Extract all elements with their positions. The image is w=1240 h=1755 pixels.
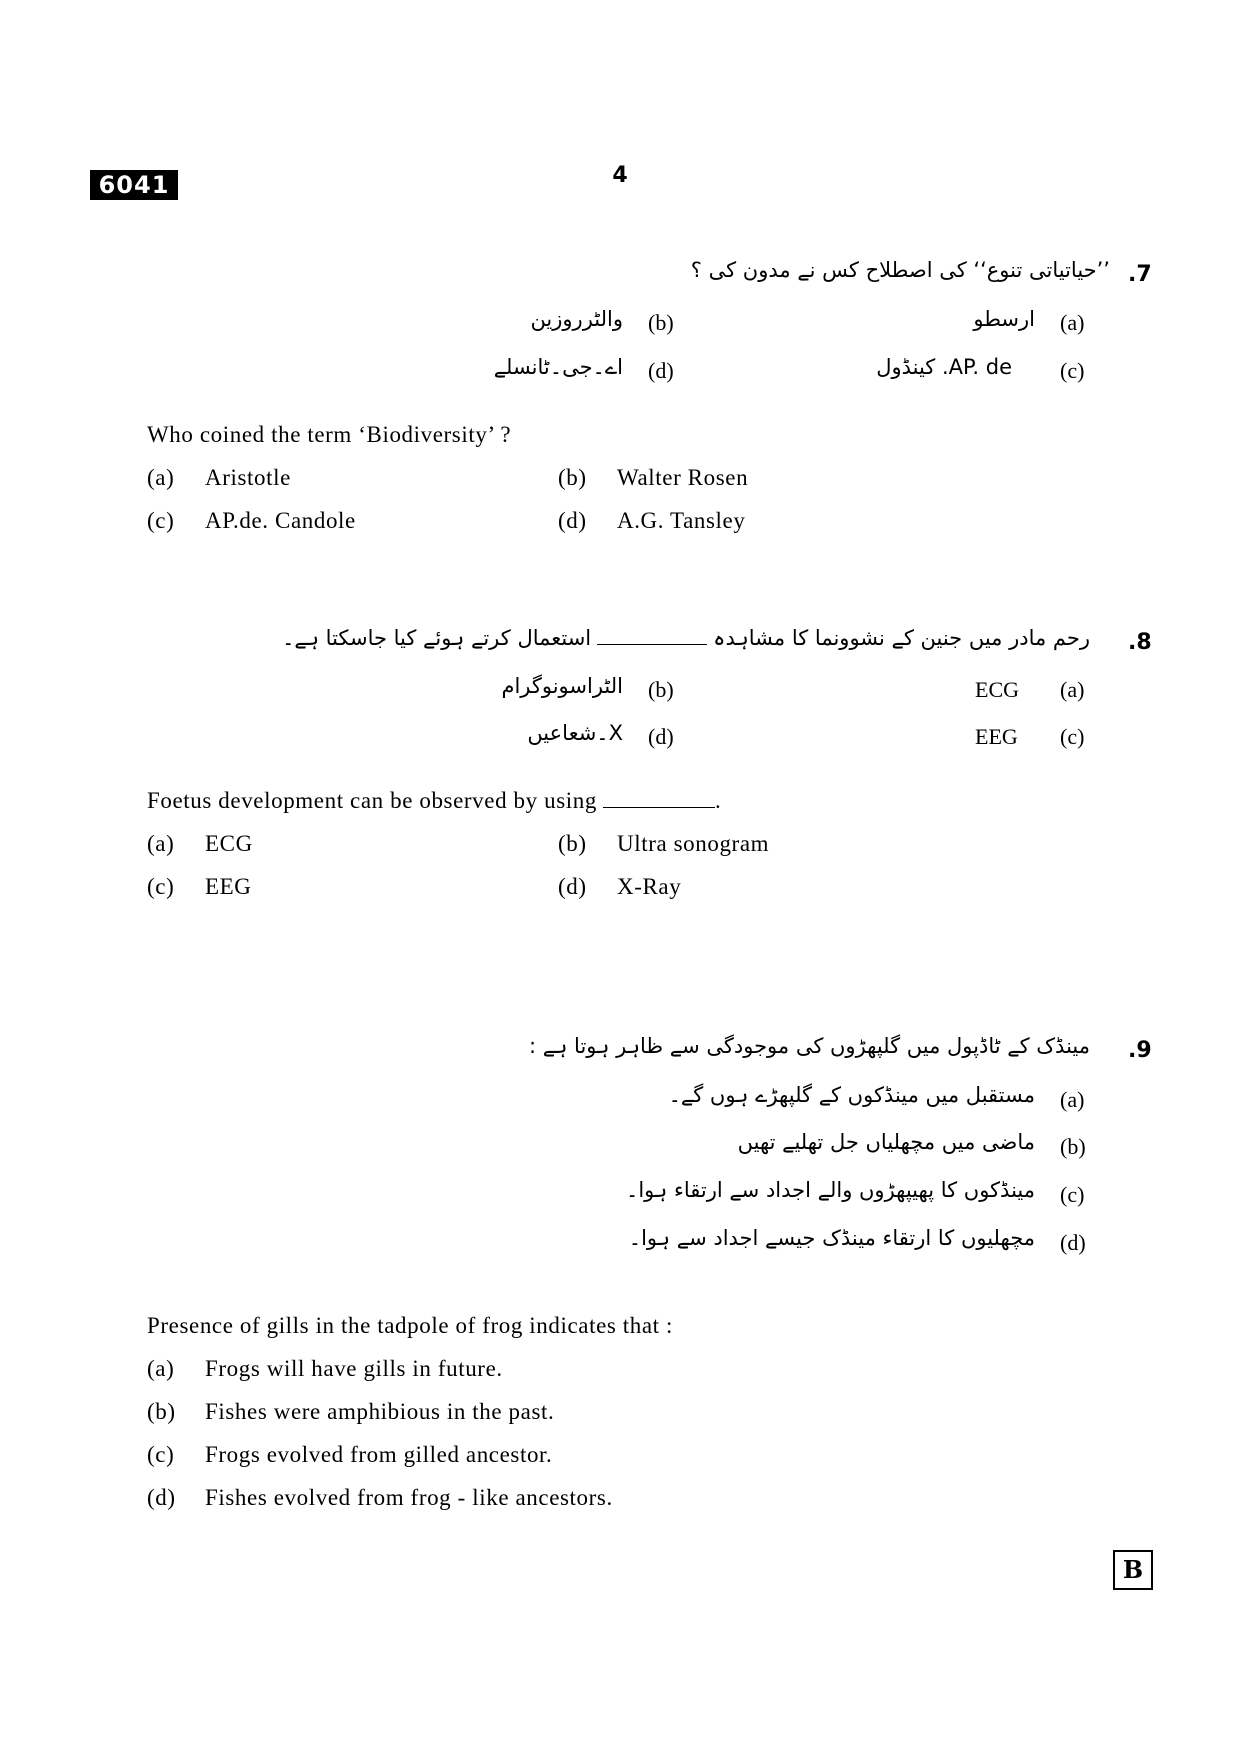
q7-urdu-option-b-label: (b) [648,310,674,335]
q8-urdu-question-part1: رحم مادر میں جنین کے نشوونما کا مشاہدہ [713,626,1090,650]
q9-urdu-option-d-label: (d) [1060,1230,1086,1255]
q8-urdu-option-b: الٹراسونوگرام [501,674,623,698]
q9-urdu-option-c: مینڈکوں کا پھیپھڑوں والے اجداد سے ارتقاء ہوا۔ [626,1178,1035,1202]
q7-option-b: Walter Rosen [617,465,749,490]
q7-urdu-option-a: ارسطو [973,307,1035,331]
q9-urdu-option-c-label: (c) [1060,1182,1085,1207]
q9-option-d-label: (d) [147,1485,176,1510]
q8-urdu-option-c-label: (c) [1060,724,1085,749]
q9-option-c: Frogs evolved from gilled ancestor. [205,1442,553,1467]
q7-option-b-label: (b) [558,465,587,490]
q8-option-c: EEG [205,874,252,899]
q8-urdu-question-part2: استعمال کرتے ہوئے کیا جاسکتا ہے۔ [282,626,592,650]
q9-urdu-option-a-label: (a) [1060,1087,1085,1112]
q8-english-question-end: . [714,788,722,813]
q7-urdu-question: ’’حیاتیاتی تنوع‘‘ کی اصطلاح کس نے مدون کی ؟ [690,258,1110,282]
q8-option-d-label: (d) [558,874,587,899]
q7-urdu-option-a-label: (a) [1060,310,1085,335]
q7-option-c: AP.de. Candole [205,508,356,533]
q7-option-a: Aristotle [205,465,291,490]
q8-urdu-question [282,626,1090,650]
q8-english-question [147,788,721,814]
q9-option-d: Fishes evolved from frog - like ancestors. [205,1485,613,1510]
q8-urdu-option-b-label: (b) [648,677,674,702]
q8-option-d: X-Ray [617,874,682,899]
q9-urdu-question: مینڈک کے ٹاڈپول میں گلپھڑوں کی موجودگی سے ظاہر ہوتا ہے : [529,1034,1090,1058]
q8-option-b-label: (b) [558,831,587,856]
q9-option-a-label: (a) [147,1356,175,1381]
q8-english-question-text: Foetus development can be observed by using [147,788,597,813]
q9-urdu-option-a: مستقبل میں مینڈکوں کے گلپھڑے ہوں گے۔ [668,1083,1035,1107]
q9-option-b-label: (b) [147,1399,176,1424]
q8-urdu-option-a: ECG [975,677,1019,702]
q9-option-c-label: (c) [147,1442,175,1467]
q8-urdu-option-a-label: (a) [1060,677,1085,702]
q8-number: .8 [1128,630,1152,655]
paper-code: 6041 [90,170,178,200]
q8-english-blank [603,806,715,808]
q8-option-a-label: (a) [147,831,175,856]
q7-number: .7 [1128,262,1152,287]
q9-number: .9 [1128,1038,1152,1063]
q8-urdu-blank [597,643,707,645]
q9-english-question: Presence of gills in the tadpole of frog indicates that : [147,1313,674,1338]
q7-option-a-label: (a) [147,465,175,490]
q8-option-a: ECG [205,831,253,856]
q8-urdu-option-d-label: (d) [648,724,674,749]
q7-urdu-option-d: اے۔جی۔ٹانسلے [493,355,623,379]
q8-option-c-label: (c) [147,874,175,899]
q7-urdu-option-c: AP. de. کینڈول [876,355,1012,379]
q8-urdu-option-d: X۔شعاعیں [527,721,623,745]
q9-urdu-option-b-label: (b) [1060,1134,1086,1159]
q9-urdu-option-b: ماضی میں مچھلیاں جل تھلیے تھیں [737,1130,1035,1154]
q8-urdu-option-c: EEG [975,724,1018,749]
q8-option-b: Ultra sonogram [617,831,770,856]
q7-option-d: A.G. Tansley [617,508,746,533]
q7-option-d-label: (d) [558,508,587,533]
q9-urdu-option-d: مچھلیوں کا ارتقاء مینڈک جیسے اجداد سے ہوا۔ [628,1226,1035,1250]
q7-urdu-option-d-label: (d) [648,358,674,383]
booklet-series-box: B [1113,1550,1153,1590]
page-number: 4 [612,163,628,188]
q7-english-question: Who coined the term ‘Biodiversity’ ? [147,422,512,447]
q7-urdu-option-c-label: (c) [1060,358,1085,383]
q7-option-c-label: (c) [147,508,175,533]
q9-option-b: Fishes were amphibious in the past. [205,1399,555,1424]
q7-urdu-option-b: والٹرروزین [530,307,623,331]
q9-option-a: Frogs will have gills in future. [205,1356,503,1381]
